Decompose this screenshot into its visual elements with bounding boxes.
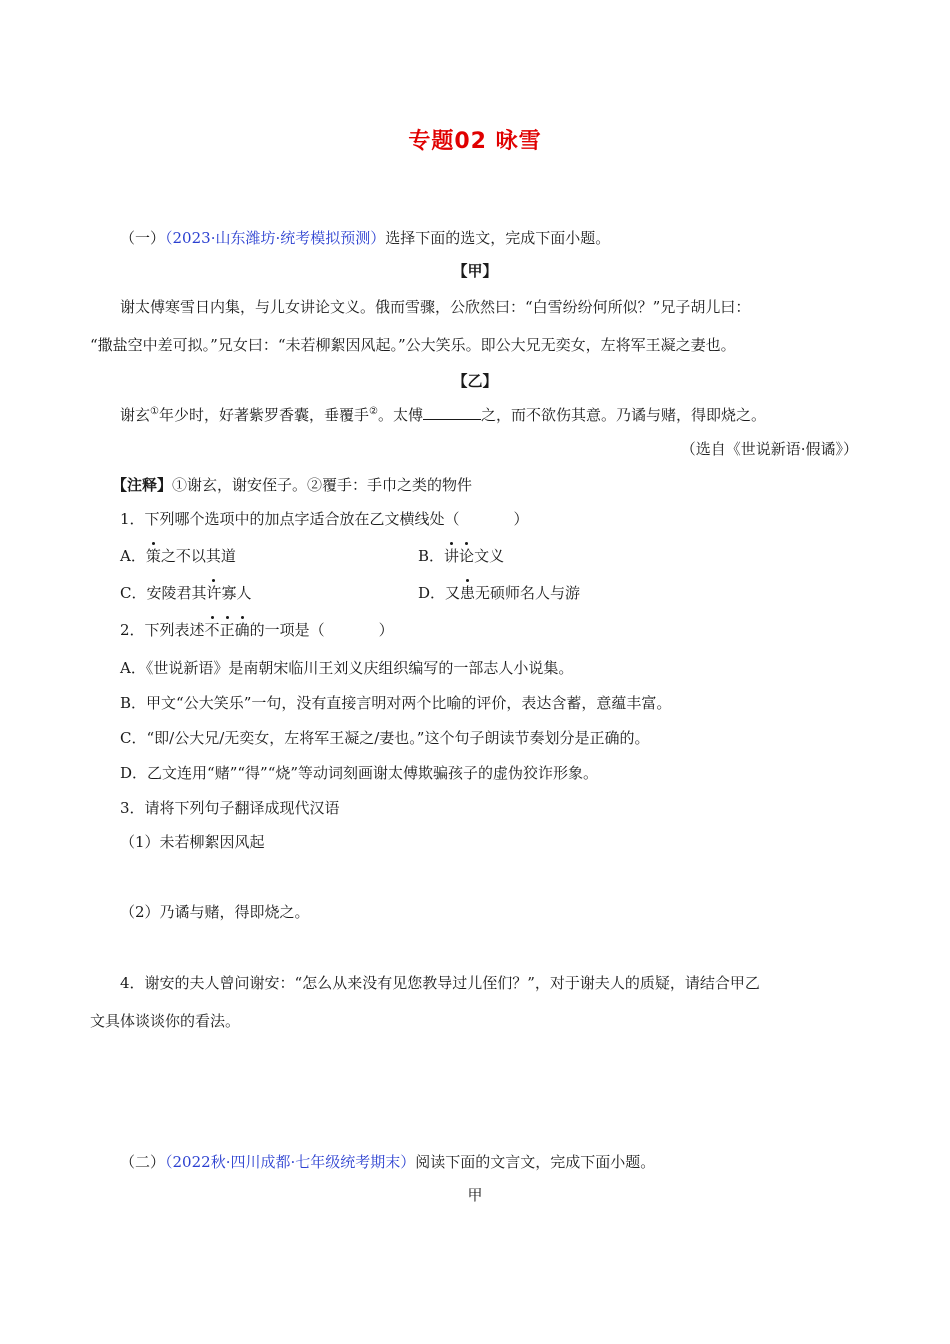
dotted-char: 许 <box>206 584 222 602</box>
footnote-mark-1: ① <box>150 406 159 417</box>
section1-source: （2023·山东潍坊·统考模拟预测） <box>165 229 386 247</box>
q2-stem-text: 的一项是（ <box>249 621 325 639</box>
notes <box>112 474 472 496</box>
section2-jia-heading: 甲 <box>467 1186 483 1204</box>
section1-instruction: 选择下面的选文，完成下面小题。 <box>385 229 611 247</box>
yi-source: （选自《世说新语·假谲》） <box>680 440 858 458</box>
q1-stem <box>120 508 529 530</box>
option-text: 之不以其道 <box>160 547 236 565</box>
section2-header <box>120 1151 655 1173</box>
option-text: D．又 <box>418 584 461 602</box>
q2-stem-end: ） <box>378 621 394 639</box>
option-text: 寡人 <box>221 584 252 602</box>
q1-option-a <box>120 545 236 567</box>
jia-heading: 【甲】 <box>452 262 498 280</box>
q1-option-b <box>418 545 504 567</box>
page-title: 专题02 咏雪 <box>408 129 542 154</box>
q2-stem <box>120 619 394 641</box>
dotted-chars: 讲论 <box>444 547 475 565</box>
section2-number: （二） <box>120 1153 166 1171</box>
dotted-char: 策 <box>145 547 161 565</box>
q2-option-a: A．《世说新语》是南朝宋临川王刘义庆组织编写的一部志人小说集。 <box>120 659 574 677</box>
option-label: A． <box>120 547 146 565</box>
option-label: B． <box>418 547 445 565</box>
yi-text-d: 之，而不欲伤其意。乃谲与赌，得即烧之。 <box>480 406 766 424</box>
q2-option-c: C．“即/公大兄/无奕女，左将军王凝之/妻也。”这个句子朗读节奏划分是正确的。 <box>120 729 650 747</box>
q4-line1: 4．谢安的夫人曾问谢安：“怎么从来没有见您教导过儿侄们？”，对于谢夫人的质疑，请结合甲乙 <box>120 974 760 992</box>
q3-sentence-1: （1）未若柳絮因风起 <box>120 833 265 851</box>
option-text: C．安陵君其 <box>120 584 207 602</box>
q3-stem: 3．请将下列句子翻译成现代汉语 <box>120 799 340 817</box>
jia-text-line1: 谢太傅寒雪日内集，与儿女讲论文义。俄而雪骤，公欣然曰：“白雪纷纷何所似？”兄子胡儿曰： <box>120 298 751 316</box>
notes-text: ①谢玄，谢安侄子。②覆手：手巾之类的物件 <box>172 476 473 494</box>
fill-blank <box>423 404 481 420</box>
section2-source: （2022秋·四川成都·七年级统考期末） <box>165 1153 416 1171</box>
option-text: 无硕师名人与游 <box>475 584 581 602</box>
option-text: 文义 <box>474 547 505 565</box>
yi-heading: 【乙】 <box>452 372 498 390</box>
q2-option-d: D．乙文连用“赌”“得”“烧”等动词刻画谢太傅欺骗孩子的虚伪狡诈形象。 <box>120 764 599 782</box>
q1-option-c <box>120 582 252 604</box>
q1-option-d <box>418 582 580 604</box>
section1-header <box>120 227 610 249</box>
q1-stem-end: ） <box>513 510 529 528</box>
q4-line2: 文具体谈谈你的看法。 <box>90 1012 241 1030</box>
notes-label: 【注释】 <box>112 476 173 494</box>
jia-text-line2: “撒盐空中差可拟。”兄女曰：“未若柳絮因风起。”公大笑乐。即公大兄无奕女，左将军王凝之妻也。 <box>90 336 736 354</box>
dotted-char: 患 <box>460 584 476 602</box>
yi-text-c: 。太傅 <box>377 406 423 424</box>
section2-instruction: 阅读下面的文言文，完成下面小题。 <box>415 1153 656 1171</box>
footnote-mark-2: ② <box>369 406 378 417</box>
q2-option-b: B．甲文“公大笑乐”一句，没有直接言明对两个比喻的评价，表达含蓄，意蕴丰富。 <box>120 694 672 712</box>
yi-text <box>120 404 766 426</box>
section1-number: （一） <box>120 229 166 247</box>
yi-text-b: 年少时，好著紫罗香囊，垂覆手 <box>158 406 369 424</box>
q3-sentence-2: （2）乃谲与赌，得即烧之。 <box>120 903 310 921</box>
q2-stem-text: 2．下列表述 <box>120 621 205 639</box>
yi-text-a: 谢玄 <box>120 406 151 424</box>
q1-stem-text: 1．下列哪个选项中的加点字适合放在乙文横线处（ <box>120 510 460 528</box>
dotted-chars: 不正确 <box>204 621 250 639</box>
